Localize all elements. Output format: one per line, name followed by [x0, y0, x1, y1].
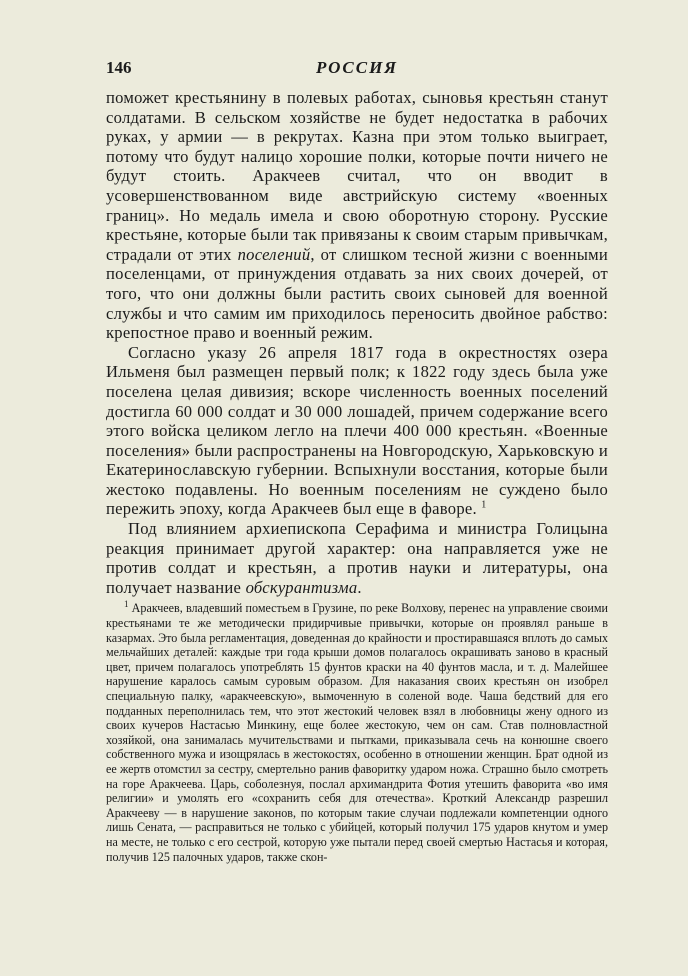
main-text — [106, 88, 608, 597]
paragraph-2-text: Согласно указу 26 апреля 1817 года в окрестностях озера Ильменя был размещен первый полк; к 1822 году здесь была уже поселена целая дивизия; вскоре численность военных поселений достигла 60 000 солдат и 30 000 лошадей, причем содержание всего этого войска целиком легло на плечи 400 000 крестьян. «Военные поселения» были распространены на Новгородскую, Харьковскую и Екатеринославскую губернии. Вспыхнули восстания, которые были жестоко подавлены. Но военным поселениям не суждено было пережить эпоху, когда Аракчеев был еще в фаворе. — [106, 342, 608, 519]
running-title: РОССИЯ — [315, 58, 399, 77]
footnote-marker: 1 — [481, 499, 487, 511]
paragraph-3-end: . — [357, 577, 362, 597]
paragraph-1-end: , от слишком тесной жизни с военными поселенцами, от принуждения отдавать за них своих дочерей, от того, что они должны были растить своих сыновей для военной службы и что самим им приходилось переносить двойное рабство: крепостное право и военный режим. — [106, 244, 608, 343]
paragraph-1-text: поможет крестьянину в полевых работах, сыновья крестьян станут солдатами. В сельском хозяйстве не будет недостатка в рабочих руках, у армии — в рекрутах. Казна при этом только выиграет, потому что будут налицо хорошие полки, которые почти ничего не будут стоить. Аракчеев считал, что он вводит в усовершенствованном виде австрийскую систему «военных границ». Но медаль имела и свою оборотную сторону. Русские крестьяне, которые были так привязаны к своим старым привычкам, страдали от этих — [106, 88, 608, 264]
paragraph-3 — [106, 519, 608, 597]
paragraph-3-text: Под влиянием архиепископа Серафима и министра Голицына реакция принимает другой характер: она направляется уже не против солдат и крестьян, а против науки и литературы, она получает название — [106, 519, 608, 597]
page-number: 146 — [106, 58, 132, 77]
paragraph-1-emphasis: поселений — [237, 244, 311, 264]
paragraph-3-emphasis: обскурантизма — [245, 577, 358, 597]
paragraph-2 — [106, 343, 608, 519]
footnote — [106, 601, 608, 864]
paragraph-1 — [106, 88, 608, 343]
footnote-text: Аракчеев, владевший поместьем в Грузине, по реке Волхову, перенес на управление своими крестьянами те же методически придирчивые привычки, которые он проявлял раньше в казармах. Это была регламентация, доведенная до крайности и простиравшаяся вплоть до самых мельчайших деталей: каждые три года крыши домов полагалось окрашивать заново в красный цвет, причем полагалось употреблять 15 фунтов краски на 40 фунтов масла, и т. д. Малейшее нарушение каралось самым суровым образом. Для наказания своих крестьян он изобрел специальную палку, «аракчеевскую», вымоченную в соленой воде. Чаша бедствий для его подданных переполнилась тем, что этот жестокий человек взял в любовницы жену одного из своих кучеров Настасью Минкину, еще более жестокую, чем он сам. Став полновластной хозяйкой, она занималась мучительствами и пытками, приказывала сечь на конюшне своего собственного мужа и изощрялась в жестокостях, особенно в отношении женщин. Брат одной из ее жертв отомстил за сестру, смертельно ранив фаворитку ударом ножа. Страшно было смотреть на горе Аракчеева. Царь, соболезнуя, послал архимандрита Фотия утешить фаворита «во имя религии» и умолять его «сохранить себя для отечества». Кроткий Александр разрешил Аракчееву — в нарушение законов, по которым такие случаи подлежали компетенции одного лишь Сената, — расправиться не только с убийцей, который получил 175 ударов кнутом и умер на месте, не только с его сестрой, которую уже пытали перед своей смертью Настасья и которая, получив 125 палочных ударов, также скон- — [106, 601, 608, 864]
page-header — [106, 58, 608, 84]
footnote-number: 1 — [124, 599, 129, 610]
